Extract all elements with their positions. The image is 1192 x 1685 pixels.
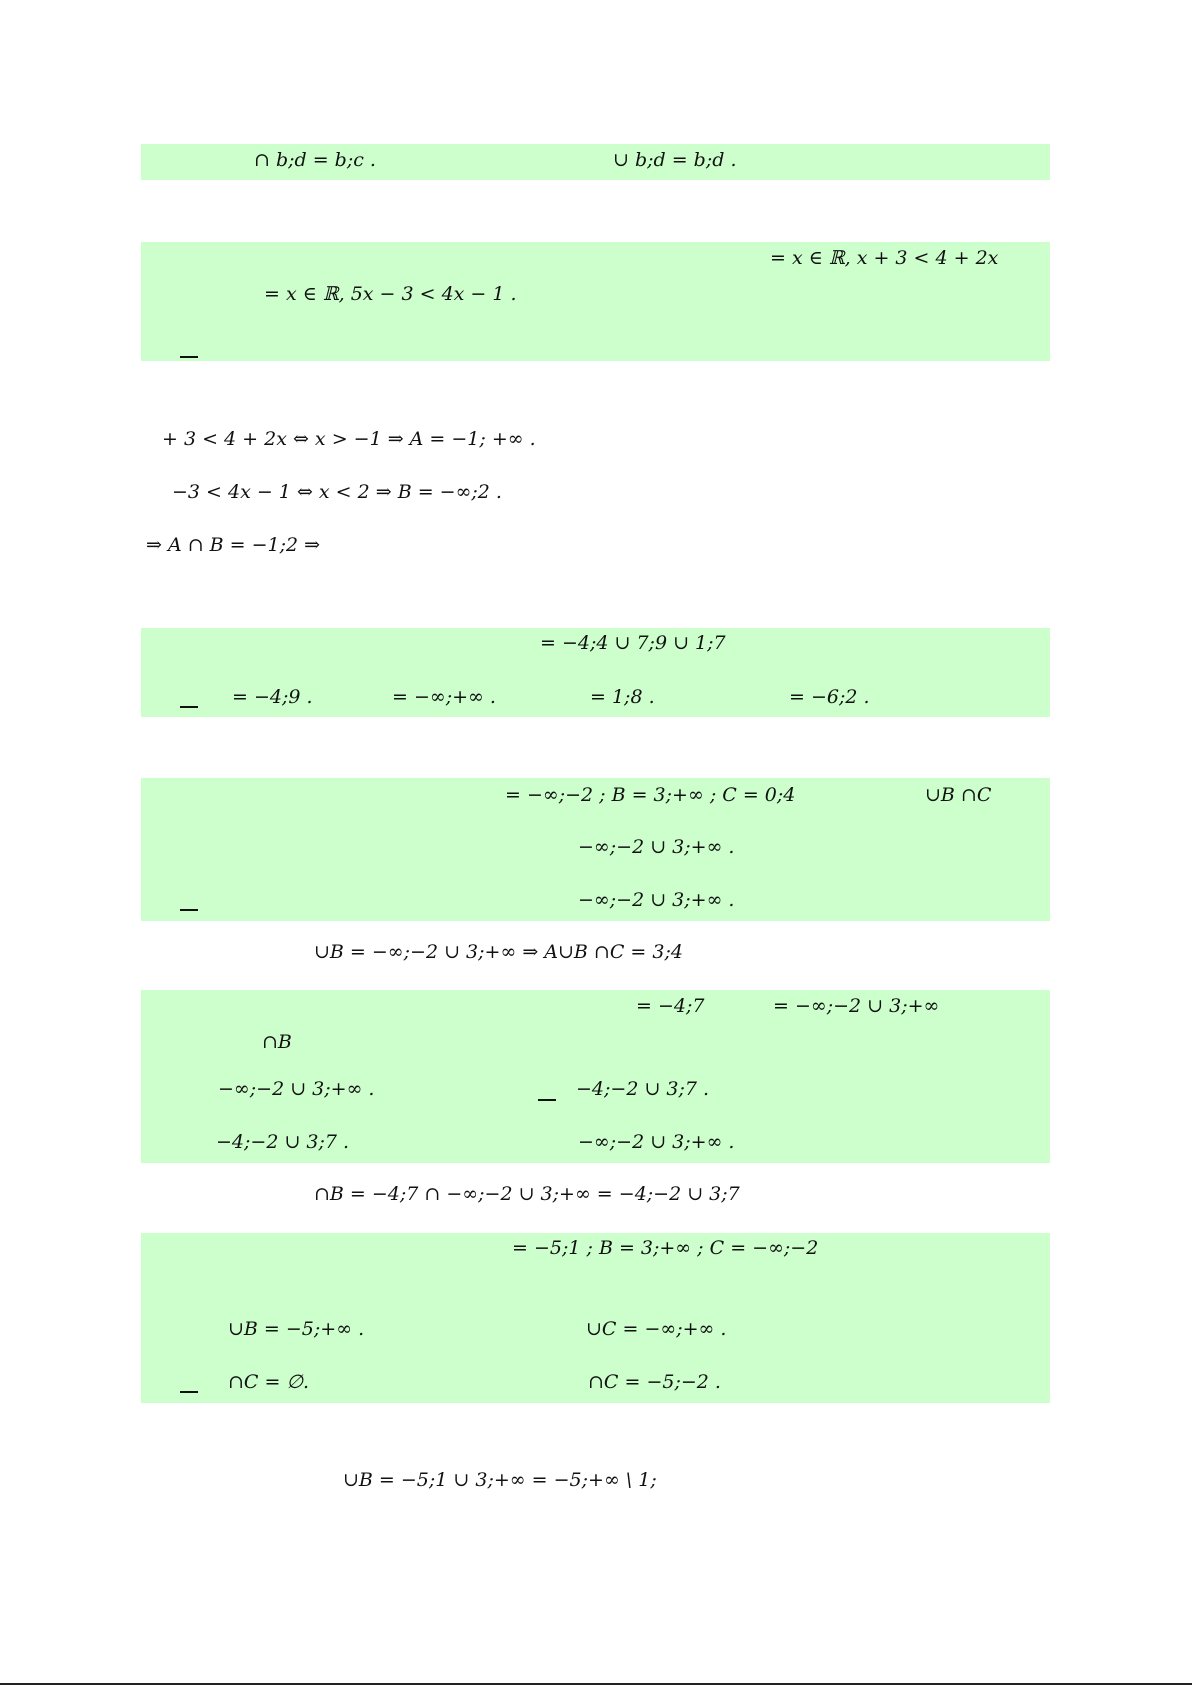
q3-option-d: = −6;2 . — [789, 686, 870, 708]
answer-mark — [538, 1099, 556, 1101]
answer-mark — [180, 356, 198, 358]
q5-set-a: = −4;7 — [636, 995, 705, 1017]
answer-mark — [180, 909, 198, 911]
q3-option-c: = 1;8 . — [590, 686, 655, 708]
q5-option-c: −4;−2 ∪ 3;7 . — [216, 1131, 350, 1153]
q2-set-a-definition: = x ∈ ℝ, x + 3 < 4 + 2x — [770, 247, 999, 269]
q6-option-b: ∪C = −∞;+∞ . — [586, 1318, 727, 1340]
q4-sets: = −∞;−2 ; B = 3;+∞ ; C = 0;4 — [505, 784, 796, 806]
q5-option-d: −∞;−2 ∪ 3;+∞ . — [578, 1131, 735, 1153]
q1-right-expression: ∪ b;d = b;d . — [613, 149, 737, 171]
q3-option-b: = −∞;+∞ . — [392, 686, 496, 708]
answer-mark — [180, 1391, 198, 1393]
s5-solution: ∩B = −4;7 ∩ −∞;−2 ∪ 3;+∞ = −4;−2 ∪ 3;7 — [314, 1183, 740, 1205]
s2-step-1: + 3 < 4 + 2x ⇔ x > −1 ⇒ A = −1; +∞ . — [162, 428, 536, 450]
q5-option-a: −∞;−2 ∪ 3;+∞ . — [218, 1078, 375, 1100]
q6-sets: = −5;1 ; B = 3;+∞ ; C = −∞;−2 — [512, 1237, 819, 1259]
q4-option-1: −∞;−2 ∪ 3;+∞ . — [578, 836, 735, 858]
s2-step-2: −3 < 4x − 1 ⇔ x < 2 ⇒ B = −∞;2 . — [172, 481, 502, 503]
q6-option-d: ∩C = −5;−2 . — [588, 1371, 721, 1393]
s4-solution: ∪B = −∞;−2 ∪ 3;+∞ ⇒ A∪B ∩C = 3;4 — [314, 941, 683, 963]
q5-set-b: = −∞;−2 ∪ 3;+∞ — [773, 995, 940, 1017]
q1-left-expression: ∩ b;d = b;c . — [254, 149, 376, 171]
q6-option-a: ∪B = −5;+∞ . — [228, 1318, 365, 1340]
answer-mark — [180, 706, 198, 708]
q3-expression: = −4;4 ∪ 7;9 ∪ 1;7 — [540, 632, 726, 654]
q2-set-b-definition: = x ∈ ℝ, 5x − 3 < 4x − 1 . — [264, 283, 517, 305]
q4-option-2: −∞;−2 ∪ 3;+∞ . — [578, 889, 735, 911]
s2-step-3: ⇒ A ∩ B = −1;2 ⇒ — [146, 534, 321, 556]
q6-option-c: ∩C = ∅. — [228, 1371, 310, 1393]
s6-solution: ∪B = −5;1 ∪ 3;+∞ = −5;+∞ \ 1; — [343, 1469, 657, 1491]
q3-option-a: = −4;9 . — [232, 686, 313, 708]
q4-expression: ∪B ∩C — [925, 784, 992, 806]
q5-expression: ∩B — [262, 1031, 292, 1053]
q5-option-b: −4;−2 ∪ 3;7 . — [576, 1078, 710, 1100]
